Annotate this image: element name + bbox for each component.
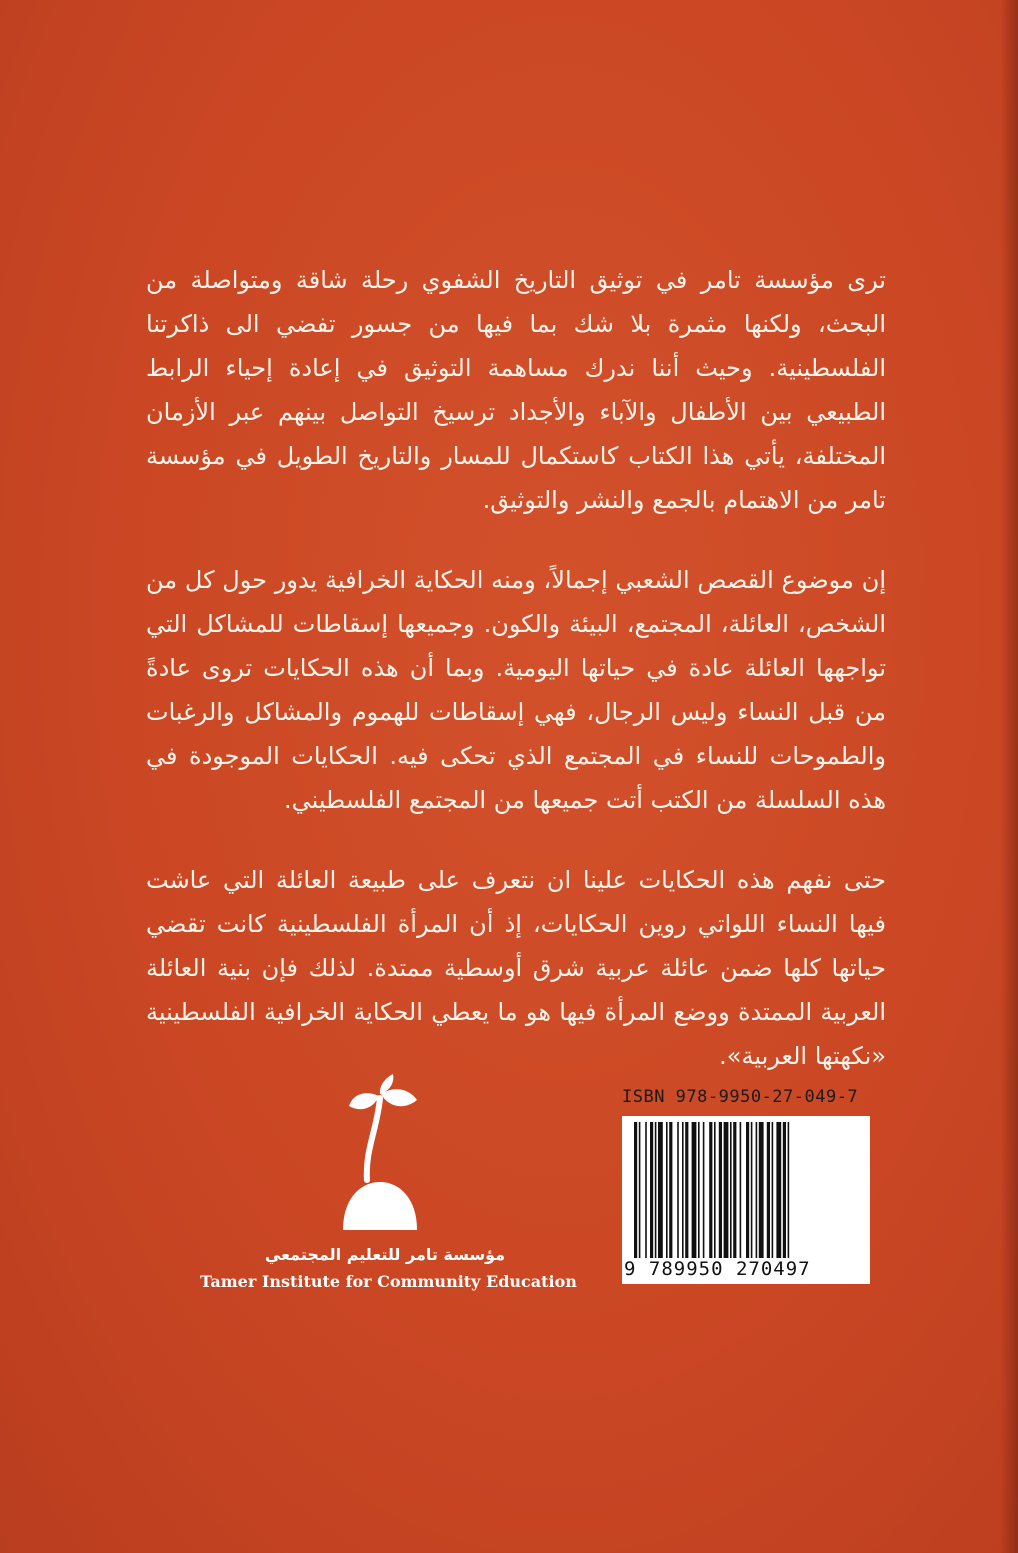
barcode-bar <box>658 1122 663 1258</box>
barcode-digits: 9 789950 270497 <box>624 1258 868 1280</box>
blurb-paragraph-2: إن موضوع القصص الشعبي إجمالاً، ومنه الحكاية الخرافية يدور حول كل من الشخص، العائلة، المجتمع، البيئة والكون. وجميعها إسقاطات للمشاكل التي تواجهها العائلة عادة في حياتها اليومية. وبما أن هذه الحكايات تروى عادةً من قبل النساء وليس الرجال، فهي إسقاطات للهموم والمشاكل والرغبات والطموحات للنساء في المجتمع الذي تحكى فيه. الحكايات الموجودة في هذه السلسلة من الكتب أتت جميعها من المجتمع الفلسطيني. <box>146 566 886 814</box>
barcode-bar <box>669 1122 672 1258</box>
sprout-logo-icon <box>335 1070 425 1240</box>
barcode-bar <box>776 1122 781 1258</box>
barcode-bar <box>650 1122 653 1258</box>
barcode-bar <box>759 1122 764 1258</box>
barcode-bar <box>730 1122 732 1258</box>
blurb-paragraph-3: حتى نفهم هذه الحكايات علينا ان نتعرف على طبيعة العائلة التي عاشت فيها النساء اللواتي روين الحكايات، إذ أن المرأة الفلسطينية كانت تقضي حياتها كلها ضمن عائلة عربية شرق أوسطية ممتدة. لذلك فإن بنية العائلة العربية الممتدة ووضع المرأة فيها هو ما يعطي الحكاية الخرافية الفلسطينية «نكهتها العربية». <box>146 866 886 1070</box>
barcode-bar <box>709 1122 712 1258</box>
barcode-bar <box>719 1122 722 1258</box>
barcode-bar <box>685 1122 688 1258</box>
publisher-name-arabic: مؤسسة تامر للتعليم المجتمعي <box>264 1245 506 1264</box>
isbn-label: ISBN 978-9950-27-049-7 <box>622 1087 859 1107</box>
barcode-bar <box>772 1122 774 1258</box>
barcode-bar <box>740 1122 742 1258</box>
barcode-bar <box>767 1122 770 1258</box>
barcode-bar <box>639 1122 641 1258</box>
barcode-bar <box>698 1122 700 1258</box>
barcode-bar <box>714 1122 716 1258</box>
barcode-bar <box>645 1122 647 1258</box>
barcode-bar <box>666 1122 668 1258</box>
barcode-bar <box>682 1122 684 1258</box>
publisher-name-english: Tamer Institute for Community Education <box>200 1272 577 1291</box>
barcode-bar <box>655 1122 657 1258</box>
barcode-bars <box>630 1122 862 1262</box>
barcode-bar <box>756 1122 758 1258</box>
barcode-bar <box>751 1122 753 1258</box>
back-cover-blurb <box>146 258 886 1114</box>
barcode-bar <box>703 1122 705 1258</box>
barcode-bar <box>783 1122 786 1258</box>
barcode-bar <box>746 1122 749 1258</box>
barcode-bar <box>692 1122 697 1258</box>
barcode-bar <box>634 1122 637 1258</box>
barcode-bar <box>677 1122 679 1258</box>
barcode-bar <box>788 1122 790 1258</box>
barcode-bar <box>733 1122 736 1258</box>
barcode-bar <box>724 1122 729 1258</box>
cover-edge-shadow <box>1000 0 1018 1553</box>
blurb-paragraph-1: ترى مؤسسة تامر في توثيق التاريخ الشفوي رحلة شاقة ومتواصلة من البحث، ولكنها مثمرة بلا شك بما فيها من جسور تفضي الى ذاكرتنا الفلسطينية. وحيث أننا ندرك مساهمة التوثيق في إعادة إحياء الرابط الطبيعي بين الأطفال والآباء والأجداد ترسيخ التواصل بينهم عبر الأزمان المختلفة، يأتي هذا الكتاب كاستكمال للمسار والتاريخ الطويل في مؤسسة تامر من الاهتمام بالجمع والنشر والتوثيق. <box>146 266 886 514</box>
